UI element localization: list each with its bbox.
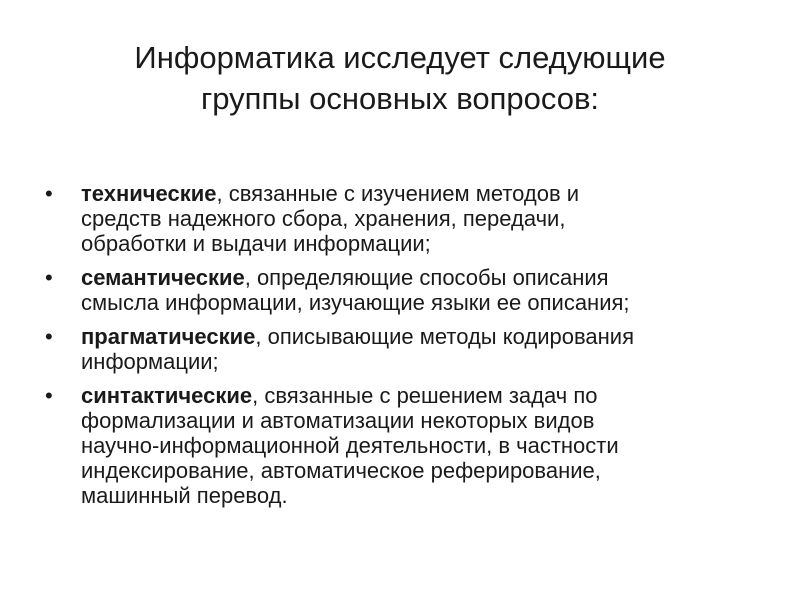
slide-title-line-1: Информатика исследует следующие [134, 40, 666, 75]
bullet-item-syntactic [45, 383, 765, 508]
bullet-line: информации; [81, 349, 219, 374]
bullet-line-text: , связанные с решением задач по [252, 383, 598, 408]
bullet-line [81, 324, 765, 349]
slide-title-line-2: группы основных вопросов: [200, 81, 600, 116]
bullet-line [81, 383, 765, 408]
bullet-line: смысла информации, изучающие языки ее описания; [81, 290, 630, 315]
bullet-text [81, 181, 765, 256]
bullet-term: семантические [81, 265, 245, 290]
bullet-item-semantic [45, 265, 765, 315]
bullet-term: прагматические [81, 324, 256, 349]
bullet-text [81, 265, 765, 315]
bullet-line: обработки и выдачи информации; [81, 231, 431, 256]
bullet-text [81, 324, 765, 374]
bullet-line: научно-информационной деятельности, в частности [81, 433, 619, 458]
bullet-text [81, 383, 765, 508]
bullet-line-text: , описывающие методы кодирования [255, 324, 634, 349]
slide-title [40, 37, 760, 119]
bullet-line: средств надежного сбора, хранения, передачи, [81, 206, 566, 231]
bullet-icon: • [45, 383, 53, 408]
bullet-icon: • [45, 324, 53, 349]
bullet-term: технические [81, 181, 217, 206]
bullet-icon: • [45, 265, 53, 290]
bullet-line-text: , связанные с изучением методов и [216, 181, 580, 206]
bullet-list [45, 181, 765, 517]
bullet-line [81, 181, 765, 206]
bullet-line: индексирование, автоматическое реферирование, [81, 458, 601, 483]
bullet-icon: • [45, 181, 53, 206]
bullet-line [81, 265, 765, 290]
bullet-line: формализации и автоматизации некоторых видов [81, 408, 595, 433]
bullet-item-pragmatic [45, 324, 765, 374]
bullet-line-text: , определяющие способы описания [244, 265, 609, 290]
bullet-term: синтактические [81, 383, 253, 408]
bullet-item-technical [45, 181, 765, 256]
bullet-line: машинный перевод. [81, 483, 288, 508]
